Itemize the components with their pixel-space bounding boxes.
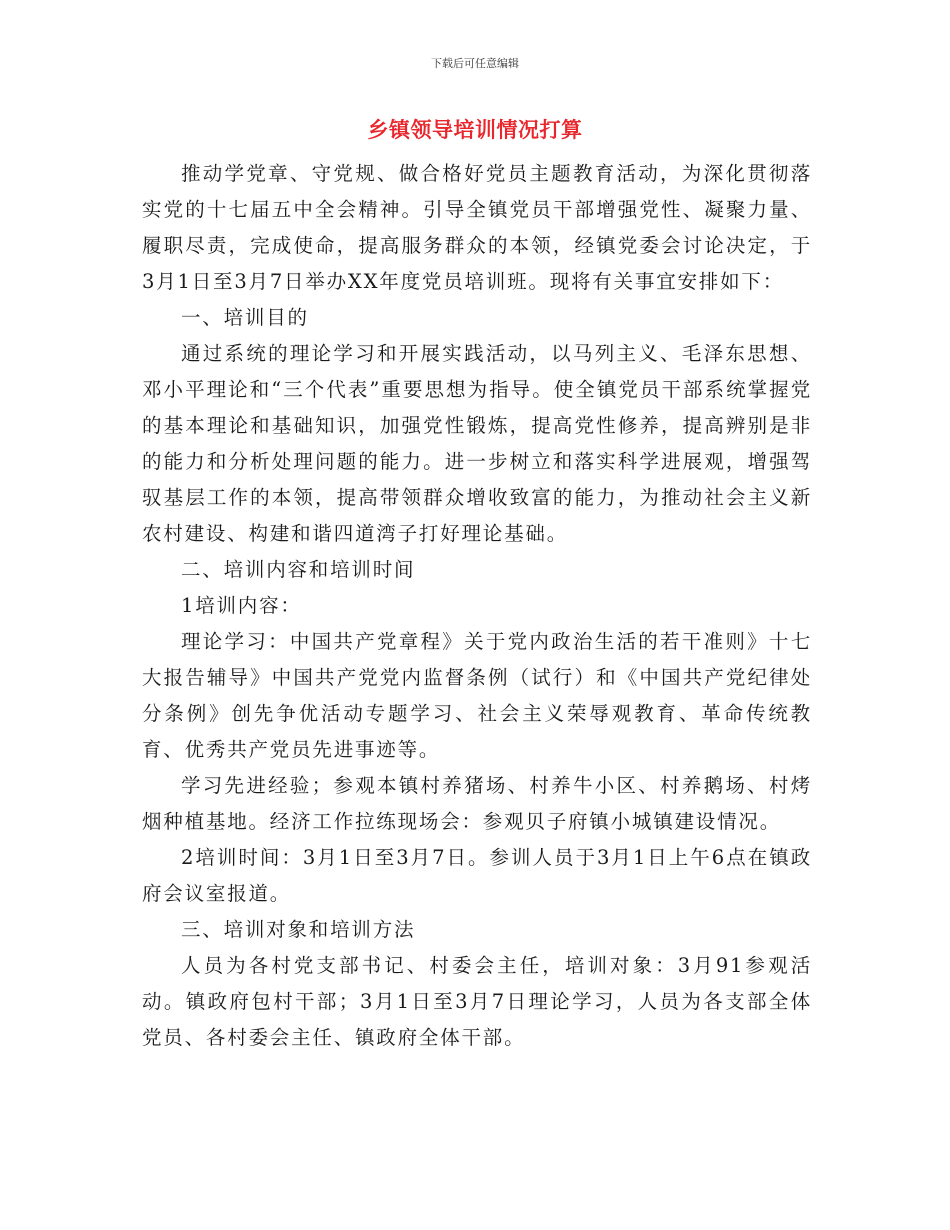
theory-study-paragraph: 理论学习：中国共产党章程》关于党内政治生活的若干准则》十七大报告辅导》中国共产党党内监督条例（试行）和《中国共产党纪律处分条例》创先争优活动专题学习、社会主义荣辱观教育、革命传统教育、优秀共产党员先进事迹等。	[142, 630, 812, 761]
section-heading-content-and-time: 二、培训内容和培训时间	[181, 558, 416, 581]
target-and-method-paragraph: 人员为各村党支部书记、村委会主任，培训对象：3月91参观活动。镇政府包村干部；3月1日至3月7日理论学习，人员为各支部全体党员、各村委会主任、镇政府全体干部。	[142, 954, 812, 1049]
intro-paragraph: 推动学党章、守党规、做合格好党员主题教育活动，为深化贯彻落实党的十七届五中全会精神。引导全镇党员干部增强党性、凝聚力量、履职尽责，完成使命，提高服务群众的本领，经镇党委会讨论决定，于3月1日至3月7日举办XX年度党员培训班。现将有关事宜安排如下：	[142, 162, 812, 293]
document-body	[142, 156, 812, 1056]
page-header-note: 下载后可任意编辑	[431, 57, 519, 70]
document-title: 乡镇领导培训情况打算	[367, 118, 583, 142]
section-heading-target-and-method: 三、培训对象和培训方法	[181, 918, 416, 941]
subheading-training-content: 1培训内容：	[181, 594, 302, 617]
learning-experience-paragraph: 学习先进经验；参观本镇村养猪场、村养牛小区、村养鹅场、村烤烟种植基地。经济工作拉练现场会：参观贝子府镇小城镇建设情况。	[142, 774, 812, 833]
training-time-paragraph: 2培训时间：3月1日至3月7日。参训人员于3月1日上午6点在镇政府会议室报道。	[142, 846, 812, 905]
section-heading-training-purpose: 一、培训目的	[181, 306, 309, 329]
training-purpose-paragraph: 通过系统的理论学习和开展实践活动，以马列主义、毛泽东思想、邓小平理论和“三个代表”重要思想为指导。使全镇党员干部系统掌握党的基本理论和基础知识，加强党性锻炼，提高党性修养，提高辨别是非的能力和分析处理问题的能力。进一步树立和落实科学进展观，增强驾驭基层工作的本领，提高带领群众增收致富的能力，为推动社会主义新农村建设、构建和谐四道湾子打好理论基础。	[142, 342, 812, 545]
